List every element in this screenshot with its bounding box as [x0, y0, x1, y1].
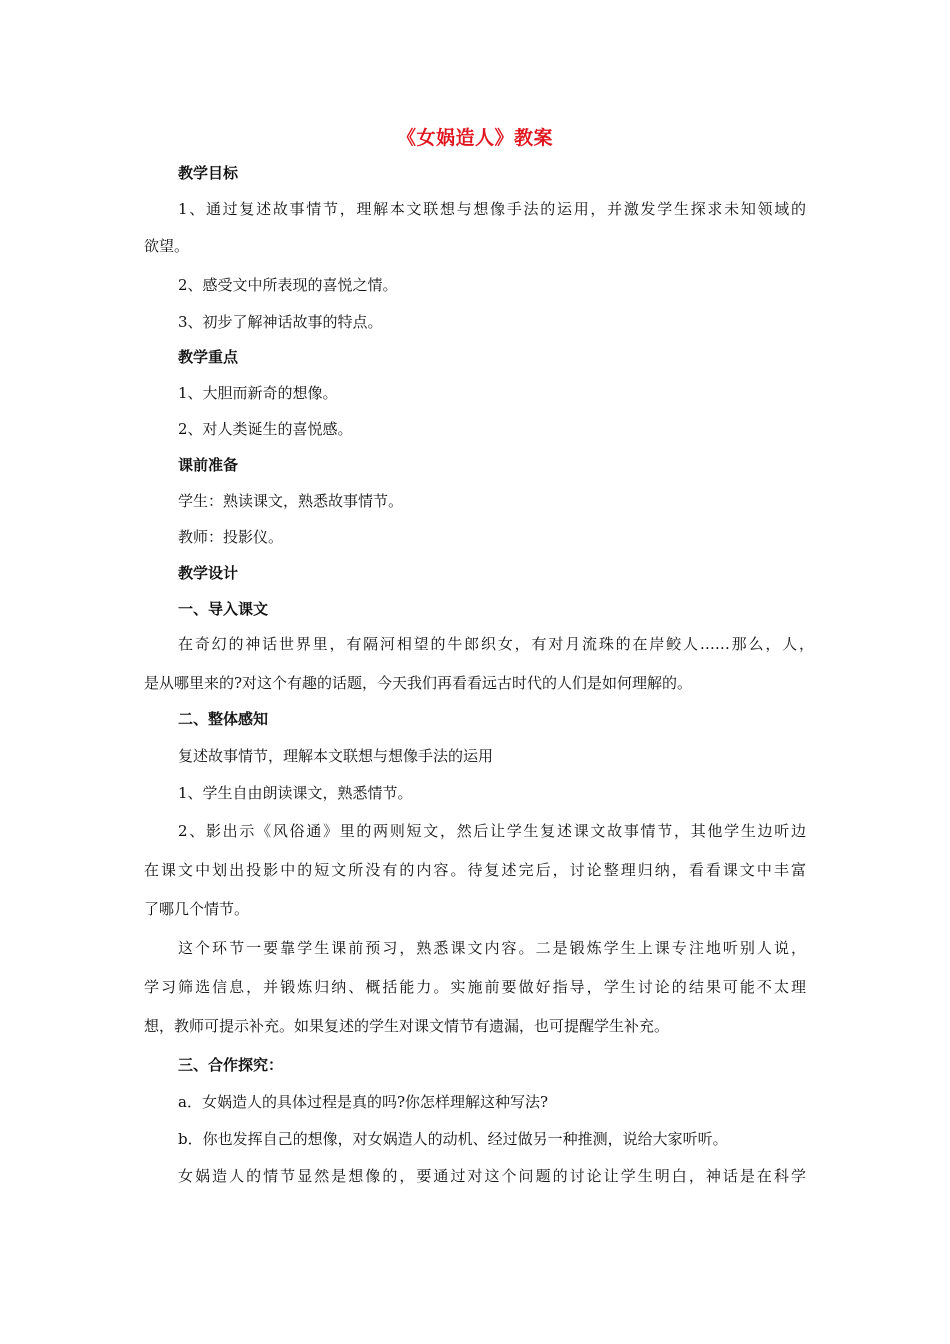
paragraph-part2-item2-line1: 2、影出示《风俗通》里的两则短文，然后让学生复述课文故事情节，其他学生边听边	[178, 822, 806, 840]
paragraph-goal1-line1: 1、通过复述故事情节，理解本文联想与想像手法的运用，并激发学生探求未知领域的	[178, 200, 806, 218]
section-heading-design: 教学设计	[178, 564, 239, 582]
paragraph-part2-note-line1: 这个环节一要靠学生课前预习，熟悉课文内容。二是锻炼学生上课专注地听别人说，	[178, 939, 806, 957]
paragraph-focus2: 2、对人类诞生的喜悦感。	[178, 420, 353, 438]
paragraph-part1-line1: 在奇幻的神话世界里，有隔河相望的牛郎织女，有对月流珠的在岸鲛人……那么，人，	[178, 635, 814, 653]
paragraph-goal3: 3、初步了解神话故事的特点。	[178, 313, 383, 331]
paragraph-part2-intro: 复述故事情节，理解本文联想与想像手法的运用	[178, 747, 494, 765]
paragraph-goal1-line2: 欲望。	[144, 237, 190, 255]
paragraph-part3-b: b．你也发挥自己的想像，对女娲造人的动机、经过做另一种推测，说给大家听听。	[178, 1130, 728, 1148]
paragraph-part3-note-line1: 女娲造人的情节显然是想像的，要通过对这个问题的讨论让学生明白，神话是在科学	[178, 1167, 806, 1185]
paragraph-focus1: 1、大胆而新奇的想像。	[178, 384, 338, 402]
paragraph-part2-note-line2: 学习筛选信息，并锻炼归纳、概括能力。实施前要做好指导，学生讨论的结果可能不太理	[144, 978, 806, 996]
section-heading-part3: 三、合作探究：	[178, 1056, 284, 1074]
section-heading-part1: 一、导入课文	[178, 600, 269, 618]
section-heading-focus: 教学重点	[178, 348, 239, 366]
paragraph-part2-item1: 1、学生自由朗读课文，熟悉情节。	[178, 784, 413, 802]
paragraph-part2-item2-line3: 了哪几个情节。	[144, 900, 250, 918]
section-heading-prep: 课前准备	[178, 456, 239, 474]
paragraph-part1-line2: 是从哪里来的?对这个有趣的话题，今天我们再看看远古时代的人们是如何理解的。	[144, 674, 693, 692]
paragraph-prep-student: 学生：熟读课文，熟悉故事情节。	[178, 492, 404, 510]
document-title: 《女娲造人》教案	[396, 127, 553, 149]
paragraph-part2-note-line3: 想，教师可提示补充。如果复述的学生对课文情节有遗漏，也可提醒学生补充。	[144, 1017, 670, 1035]
paragraph-part3-a: a．女娲造人的具体过程是真的吗?你怎样理解这种写法?	[178, 1093, 549, 1111]
paragraph-prep-teacher: 教师：投影仪。	[178, 528, 284, 546]
section-heading-part2: 二、整体感知	[178, 710, 269, 728]
paragraph-part2-item2-line2: 在课文中划出投影中的短文所没有的内容。待复述完后，讨论整理归纳，看看课文中丰富	[144, 861, 806, 879]
section-heading-goals: 教学目标	[178, 164, 239, 182]
paragraph-goal2: 2、感受文中所表现的喜悦之情。	[178, 276, 398, 294]
